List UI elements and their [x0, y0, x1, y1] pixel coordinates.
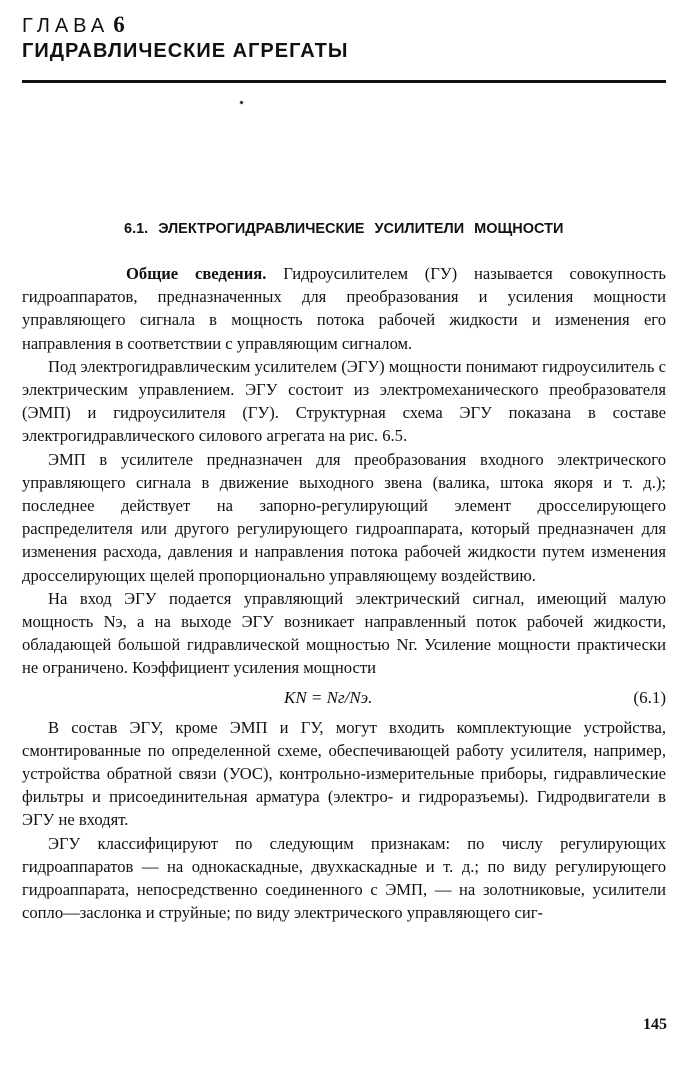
paragraph-6: ЭГУ классифицируют по следующим признакам: по числу регулирующих гидроаппаратов — на однокаскадные, двухкаскадные и т. д.; по виду регулирующего гидроаппарата, непосредственно соединенного с ЭМП, — на золотниковые, усилители сопло—заслонка и струйные; по виду электрического управляющего сиг- — [22, 833, 666, 923]
formula-number: (6.1) — [633, 687, 666, 707]
paragraph-lead: Общие сведения. — [126, 264, 267, 283]
section-title: 6.1. ЭЛЕКТРОГИДРАВЛИЧЕСКИЕ УСИЛИТЕЛИ МОЩНОСТИ — [124, 221, 564, 237]
formula-row — [22, 680, 666, 716]
paragraph-1 — [22, 262, 666, 355]
chapter-divider — [22, 80, 666, 83]
paragraph-1-text: Гидроусилителем (ГУ) называется совокупность гидроаппаратов, предназначенных для преобразования и усиления мощности управляющего сигнала в мощность потока рабочей жидкости и изменения его направления в соответствии с управляющим сигналом. — [22, 264, 666, 353]
paragraph-2: Под электрогидравлическим усилителем (ЭГУ) мощности понимают гидроусилитель с электрическим управлением. ЭГУ состоит из электромеханического преобразователя (ЭМП) и гидроусилителя (ГУ). Структурная схема ЭГУ показана в составе электрогидравлического силового агрегата на рис. 6.5. — [22, 356, 666, 446]
paragraph-5: В состав ЭГУ, кроме ЭМП и ГУ, могут входить комплектующие устройства, смонтированные по определенной схеме, обеспечивающей работу усилителя, например, устройства обратной связи (УОС), контрольно-измерительные приборы, гидравлические фильтры и присоединительная арматура (электро- и гидроразъемы). Гидродвигатели в ЭГУ не входят. — [22, 717, 666, 830]
chapter-title: ГИДРАВЛИЧЕСКИЕ АГРЕГАТЫ — [22, 40, 349, 62]
chapter-label: ГЛАВА — [22, 15, 110, 37]
paragraph-4: На вход ЭГУ подается управляющий электрический сигнал, имеющий малую мощность Nэ, а на выходе ЭГУ возникает направленный поток рабочей жидкости, обладающей большой гидравлической мощностью Nг. Усиление мощности практически не ограничено. Коэффициент усиления мощности — [22, 588, 666, 678]
formula: KN = Nг/Nэ. — [284, 687, 373, 707]
chapter-heading — [22, 12, 125, 38]
page-number: 145 — [643, 1016, 667, 1033]
print-speck — [239, 100, 243, 104]
body-text — [22, 262, 666, 924]
chapter-number: 6 — [113, 12, 125, 37]
paragraph-3: ЭМП в усилителе предназначен для преобразования входного электрического управляющего сигнала в движение выходного звена (валика, штока якоря и т. д.); последнее действует на запорно-регулирующий элемент дросселирующего распределителя или другого регулирующего гидроаппарата, который предназначен для изменения расхода, давления и направления потока рабочей жидкости путем изменения дросселирующих щелей пропорционально управляющему воздействию. — [22, 449, 666, 585]
